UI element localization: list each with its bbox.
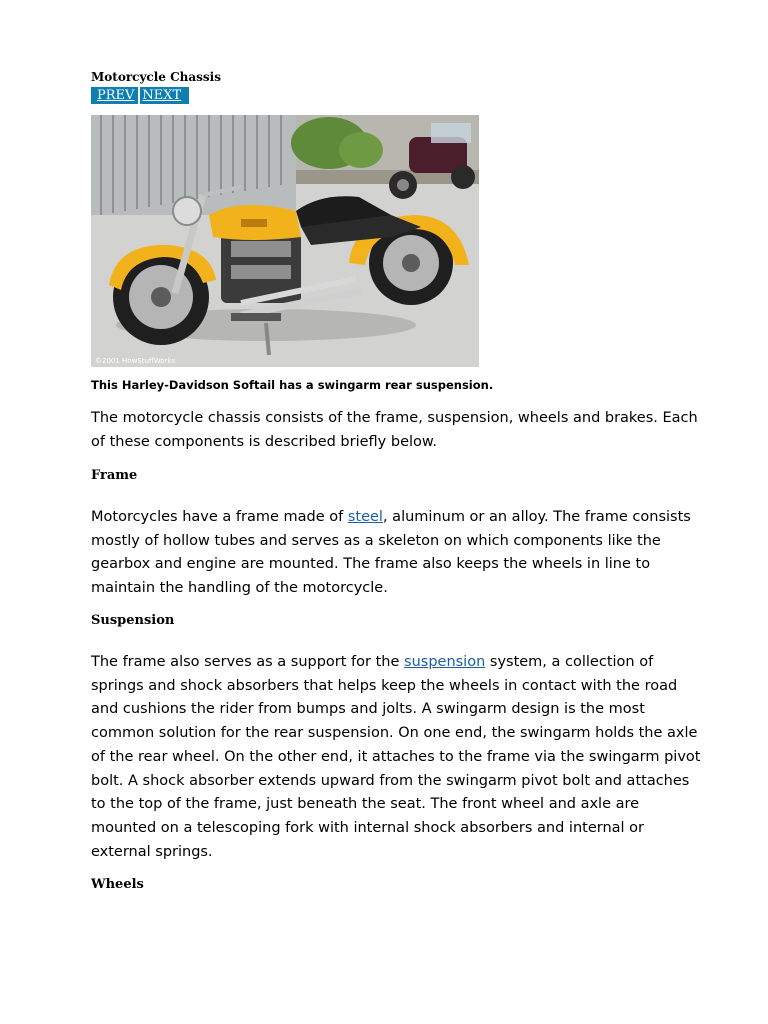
suspension-paragraph — [91, 651, 703, 864]
pagination-nav — [91, 87, 189, 104]
frame-heading: Frame — [91, 468, 138, 483]
wheels-heading: Wheels — [91, 877, 144, 892]
photo-watermark: ©2001 HowStuffWorks — [95, 357, 176, 365]
photo-caption: This Harley-Davidson Softail has a swingarm rear suspension. — [91, 378, 494, 392]
frame-paragraph — [91, 506, 703, 601]
suspension-text-end: system, a collection of springs and shock absorbers that helps keep the wheels in contact with the road and cushions the rider from bumps and jolts. A swingarm design is the most common solution for the rear suspension. On one end, the swingarm holds the axle of the rear wheel. On the other end, it attaches to the frame via the swingarm pivot bolt. A shock absorber extends upward from the swingarm pivot bolt and attaches to the top of the frame, just beneath the seat. The front wheel and axle are mounted on a telescoping fork with internal shock absorbers and internal or external springs. — [91, 654, 701, 860]
frame-text-end: , aluminum or an alloy. The frame consists mostly of hollow tubes and serves as a skeleton on which components like the gearbox and engine are mounted. The frame also keeps the wheels in line to maintain the handling of the motorcycle. — [91, 509, 691, 597]
intro-paragraph: The motorcycle chassis consists of the frame, suspension, wheels and brakes. Each of these components is described briefly below. — [91, 410, 698, 450]
next-button[interactable]: NEXT — [140, 87, 189, 104]
suspension-heading: Suspension — [91, 613, 175, 628]
prev-button[interactable]: PREV — [91, 87, 138, 104]
suspension-link[interactable]: suspension — [404, 654, 486, 670]
steel-link[interactable]: steel — [347, 509, 383, 525]
motorcycle-photo — [91, 115, 479, 367]
page-title: Motorcycle Chassis — [91, 70, 221, 84]
frame-text-start: Motorcycles have a frame made of — [91, 509, 348, 525]
suspension-text-start: The frame also serves as a support for the — [91, 654, 405, 670]
